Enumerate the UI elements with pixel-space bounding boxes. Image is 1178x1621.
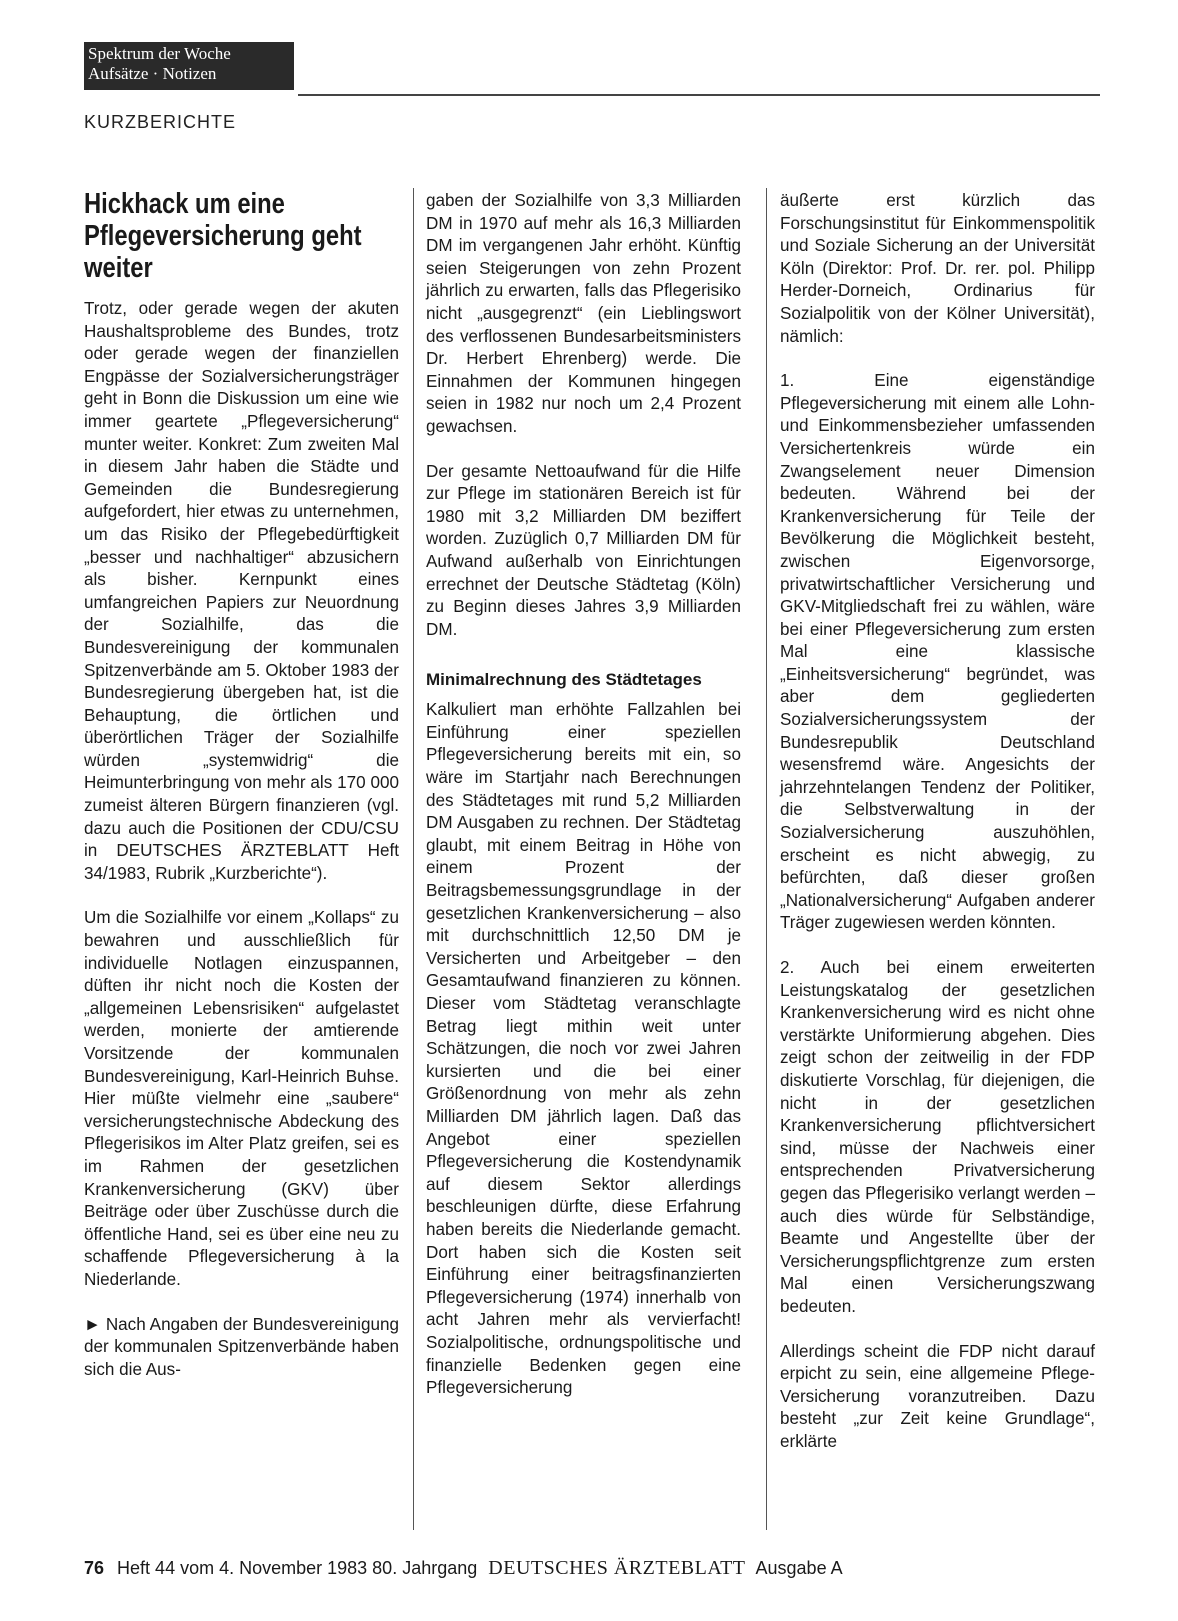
page-number: 76 [84, 1558, 105, 1578]
page-footer [84, 1557, 843, 1580]
header-line-2: Aufsätze · Notizen [88, 64, 217, 83]
article-headline: Hickhack um eine Pflegeversicherung geht weiter [84, 188, 362, 284]
paragraph: gaben der Sozialhilfe von 3,3 Milliarden DM in 1970 auf mehr als 16,3 Milliarden DM im vergangenen Jahr erhöht. Künftig seien Steigerungen von zehn Prozent jährlich zu erwarten, falls das Pflegerisiko nicht „ausgegrenzt“ (ein Lieblingswort des verflossenen Bundesarbeitsministers Dr. Herbert Ehrenberg) werde. Die Einnahmen der Kommunen hingegen seien in 1982 nur noch um 2,4 Prozent gewachsen. [426, 191, 741, 436]
subheading: Minimalrechnung des Städtetages [426, 670, 702, 690]
paragraph: Der gesamte Nettoaufwand für die Hilfe zur Pflege im stationären Bereich ist für 1980 mit 3,2 Milliarden DM beziffert worden. Zuzüglich 0,7 Milliarden DM für Aufwand außerhalb von Einrichtungen errechnet der Deutsche Städtetag (Köln) zu Beginn dieses Jahres 3,9 Milliarden DM. [426, 461, 741, 639]
column-divider-1 [413, 188, 414, 1530]
paragraph: Kalkuliert man erhöhte Fallzahlen bei Einführung einer speziellen Pflegeversicherung bereits mit ein, so wäre im Startjahr nach Berechnungen des Städtetages mit rund 5,2 Milliarden DM Ausgaben zu rechnen. Der Städtetag glaubt, mit einem Beitrag in Höhe von einem Prozent der Beitragsbemessungsgrundlage in der gesetzlichen Krankenversicherung – also mit durchschnittlich 12,50 DM je Versicherten und Arbeitgeber – den Gesamtaufwand finanzieren zu können. Dieser vom Städtetag veranschlagte Betrag liegt mithin weit unter Schätzungen, die noch vor zwei Jahren kursierten und die bei einer Größenordnung von mehr als zehn Milliarden DM jährlich lagen. Daß das Angebot einer speziellen Pflegeversicherung die Kostendynamik auf diesem Sektor allerdings beschleunigen dürfte, diese Erfahrung haben bereits die Niederlande gemacht. Dort haben sich die Kosten seit Einführung einer beitragsfinanzierten Pflegeversicherung (1974) innerhalb von acht Jahren mehr als vervierfacht! Sozialpolitische, ordnungspolitische und finanzielle Bedenken gegen eine Pflegeversicherung [426, 700, 741, 1398]
paragraph: Um die Sozialhilfe vor einem „Kollaps“ zu bewahren und ausschließlich für individuelle Notlagen einzuspannen, düften ihr nicht noch die Kosten der „allgemeinen Lebensrisiken“ aufgelastet werden, monierte der amtierende Vorsitzende der kommunalen Bundesvereinigung, Karl-Heinrich Buhse. Hier müßte vielmehr eine „saubere“ versicherungstechnische Abdeckung des Pflegerisikos im Alter Platz greifen, sei es im Rahmen der gesetzlichen Krankenversicherung (GKV) über Beiträge oder über Zuschüsse durch die öffentliche Hand, sei es über eine neu zu schaffende Pflegeversicherung à la Niederlande. [84, 908, 399, 1289]
paragraph: Allerdings scheint die FDP nicht darauf erpicht zu sein, eine allgemeine Pflege-Versicherung voranzutreiben. Dazu besteht „zur Zeit keine Grundlage“, erklärte [780, 1341, 1095, 1451]
paragraph: äußerte erst kürzlich das Forschungsinstitut für Einkommenspolitik und Soziale Sicherung an der Universität Köln (Direktor: Prof. Dr. rer. pol. Philipp Herder-Dorneich, Ordinarius für Sozialpolitik von der Kölner Universität), nämlich: [780, 191, 1095, 346]
header-line-1: Spektrum der Woche [88, 44, 231, 63]
top-rule [298, 94, 1100, 96]
paragraph: Trotz, oder gerade wegen der akuten Haushaltsprobleme des Bundes, trotz oder gerade wegen der finanziellen Engpässe der Sozialversicherungsträger geht in Bonn die Diskussion um eine wie immer geartete „Pflegeversicherung“ munter weiter. Konkret: Zum zweiten Mal in diesem Jahr haben die Städte und Gemeinden die Bundesregierung aufgefordert, hier etwas zu unternehmen, um das Risiko der Pflegebedürftigkeit „besser und nachhaltiger“ abzusichern als bisher. Kernpunkt eines umfangreichen Papiers zur Neuordnung der Sozialhilfe, das die Bundesvereinigung der kommunalen Spitzenverbände am 5. Oktober 1983 der Bundesregierung übergeben hat, ist die Behauptung, die örtlichen und überörtlichen Träger der Sozialhilfe würden „systemwidrig“ die Heimunterbringung von mehr als 170 000 zumeist älteren Bürgern finanzieren (vgl. dazu auch die Positionen der CDU/CSU in DEUTSCHES ÄRZTEBLATT Heft 34/1983, Rubrik „Kurzberichte“). [84, 299, 399, 883]
paragraph: 1. Eine eigenständige Pflegeversicherung mit einem alle Lohn- und Einkommensbezieher umfassenden Versichertenkreis würde ein Zwangselement neuer Dimension bedeuten. Während bei der Krankenversicherung für Teile der Bevölkerung die Möglichkeit besteht, zwischen Eigenvorsorge, privatwirtschaftlicher Versicherung und GKV-Mitgliedschaft frei zu wählen, wäre bei einer Pflegeversicherung zum ersten Mal eine klassische „Einheitsversicherung“ begründet, was aber dem gegliederten Sozialversicherungssystem der Bundesrepublik Deutschland wesensfremd wäre. Angesichts der jahrzehntelangen Tendenz der Politiker, die Selbstverwaltung in der Sozialversicherung auszuhöhlen, erscheint es nicht abwegig, zu befürchten, daß dieser großen „Nationalversicherung“ Aufgaben anderer Träger zugewiesen werden könnten. [780, 371, 1095, 933]
paragraph: 2. Auch bei einem erweiterten Leistungskatalog der gesetzlichen Krankenversicherung wird es nicht ohne verstärkte Uniformierung abgehen. Dies zeigt schon der zeitweilig in der FDP diskutierte Vorschlag, für diejenigen, die nicht in der gesetzlichen Krankenversicherung pflichtversichert sind, müsse der Nachweis einer entsprechenden Privatversicherung gegen das Pflegerisiko verlangt werden – auch dies würde für Selbständige, Beamte und Angestellte über der Versicherungspflichtgrenze zum ersten Mal einen Versicherungszwang bedeuten. [780, 958, 1095, 1316]
article-column-3 [780, 190, 1095, 1475]
edition-label: Ausgabe A [755, 1558, 843, 1578]
paragraph: ► Nach Angaben der Bundesvereinigung der kommunalen Spitzenverbände haben sich die Aus- [84, 1314, 399, 1379]
article-column-1 [84, 188, 399, 1403]
journal-name: DEUTSCHES ÄRZTEBLATT [488, 1557, 746, 1579]
article-column-2 [426, 190, 741, 1422]
section-header-box [84, 42, 294, 90]
column-divider-2 [766, 188, 767, 1530]
issue-info: Heft 44 vom 4. November 1983 80. Jahrgang [117, 1558, 478, 1578]
section-label: KURZBERICHTE [84, 112, 237, 132]
